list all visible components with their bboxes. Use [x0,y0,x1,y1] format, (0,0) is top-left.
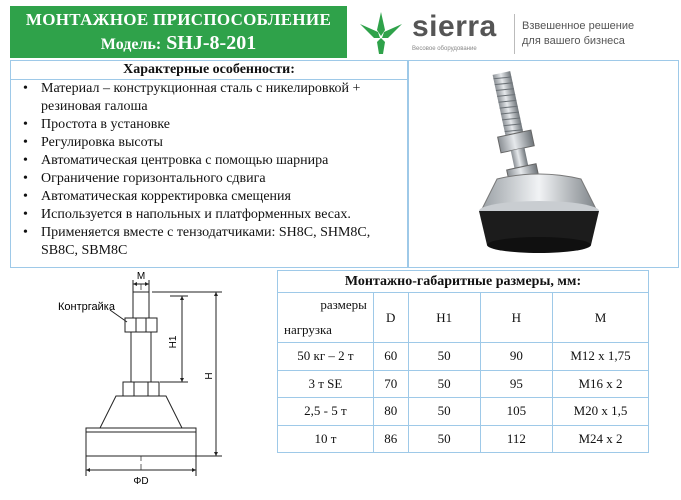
load-cell: 2,5 - 5 т [278,398,374,426]
technical-drawing [10,272,272,494]
value-cell: M20 x 1,5 [552,398,648,426]
label-h1: H1 [168,335,179,349]
brand-tagline-2: для вашего бизнеса [522,35,625,47]
threaded-rod [485,69,541,182]
table-row [278,343,649,371]
value-cell: 80 [373,398,408,426]
column-header: H [480,293,552,343]
corner-cell [278,293,374,343]
value-cell: 70 [373,370,408,398]
brand-name: sierra [412,10,497,43]
feature-item: • Применяется вместе с тензодатчиками: SH8C, SHM8C, SB8C, SBM8C [19,224,404,260]
table-row [278,370,649,398]
product-title: МОНТАЖНОЕ ПРИСПОСОБЛЕНИЕ [25,10,332,29]
model-line [10,32,347,55]
value-cell: 50 [408,425,480,453]
value-cell: 50 [408,398,480,426]
load-cell: 10 т [278,425,374,453]
feature-item: • Регулировка высоты [19,134,404,152]
brand-block [350,6,681,58]
drawing-svg [10,272,272,494]
sierra-logo-icon [356,10,406,56]
feature-item: • Используется в напольных и платформенных весах. [19,206,404,224]
corner-bottom-label: нагрузка [284,322,332,337]
column-header: M [552,293,648,343]
feature-item: • Простота в установке [19,116,404,134]
mounting-foot-photo [409,61,678,267]
feature-item: • Материал – конструкционная сталь с никелировкой + резиновая галоша [19,80,404,116]
value-cell: M12 x 1,75 [552,343,648,371]
product-photo-panel [408,60,679,268]
features-panel [10,60,408,268]
load-cell: 3 т SE [278,370,374,398]
corner-top-label: размеры [320,297,367,312]
features-title: Характерные особенности: [11,61,407,80]
model-value: SHJ-8-201 [166,32,257,54]
column-header: D [373,293,408,343]
table-row [278,398,649,426]
load-cell: 50 кг – 2 т [278,343,374,371]
column-header: H1 [408,293,480,343]
header-banner [10,6,347,58]
label-d: ΦD [133,476,149,487]
dimensions-table [277,270,649,453]
value-cell: 90 [480,343,552,371]
value-cell: 95 [480,370,552,398]
value-cell: M24 x 2 [552,425,648,453]
value-cell: 105 [480,398,552,426]
brand-tagline-1: Взвешенное решение [522,20,635,32]
value-cell: 86 [373,425,408,453]
value-cell: 50 [408,370,480,398]
brand-divider [514,14,515,54]
feature-item: • Автоматическая центровка с помощью шарнира [19,152,404,170]
model-label: Модель: [100,36,162,53]
value-cell: M16 x 2 [552,370,648,398]
brand-subtitle: Весовое оборудование [412,46,477,52]
feature-item: • Ограничение горизонтального сдвига [19,170,404,188]
table-row [278,425,649,453]
label-locknut: Контргайка [58,301,115,313]
label-h: H [204,372,215,380]
features-list [19,80,404,260]
value-cell: 112 [480,425,552,453]
feature-item: • Автоматическая корректировка смещения [19,188,404,206]
label-m: M [136,272,146,282]
dimensions-title: Монтажно-габаритные размеры, мм: [278,271,649,293]
value-cell: 60 [373,343,408,371]
value-cell: 50 [408,343,480,371]
